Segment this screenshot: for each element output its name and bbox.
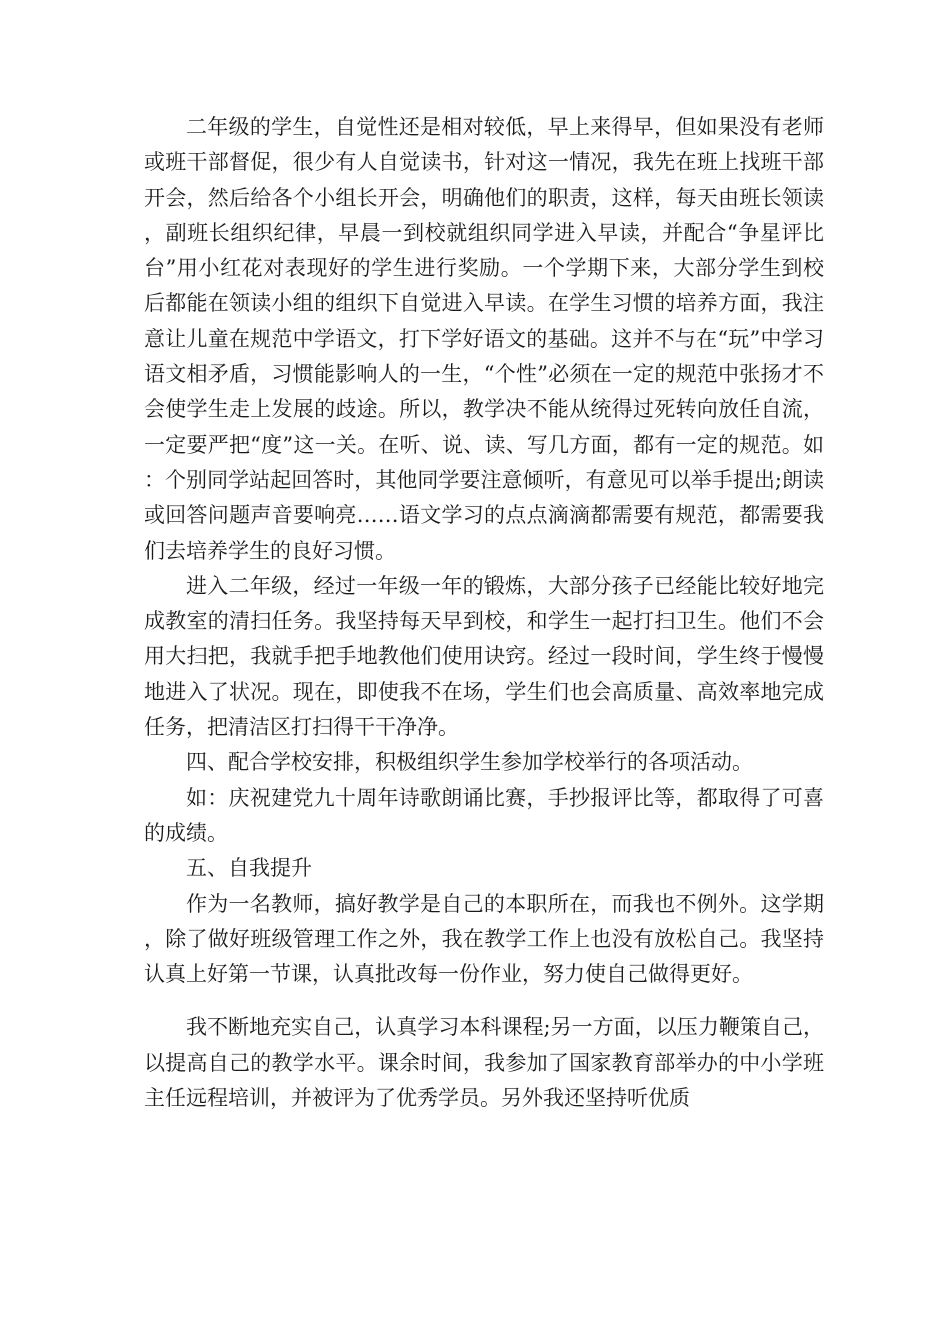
section-heading-self-improvement: 五、自我提升 [186, 856, 312, 881]
paragraph-self-study: 我不断地充实自己，认真学习本科课程;另一方面，以压力鞭策自己，以提高自己的教学水平。课余时间，我参加了国家教育部举办的中小学班主任远程培训，并被评为了优秀学员。另外我还坚持听优质 [144, 1015, 824, 1111]
paragraph-teaching-duty: 作为一名教师，搞好教学是自己的本职所在，而我也不例外。这学期，除了做好班级管理工作之外，我在教学工作上也没有放松自己。我坚持认真上好第一节课，认真批改每一份作业，努力使自己做得更好。 [144, 891, 824, 987]
section-heading-activities: 四、配合学校安排，积极组织学生参加学校举行的各项活动。 [186, 750, 753, 775]
paragraph-morning-reading: 二年级的学生，自觉性还是相对较低，早上来得早，但如果没有老师或班干部督促，很少有人自觉读书，针对这一情况，我先在班上找班干部开会，然后给各个小组长开会，明确他们的职责，这样，每天由班长领读，副班长组织纪律，早晨一到校就组织同学进入早读，并配合“争星评比台”用小红花对表现好的学生进行奖励。一个学期下来，大部分学生到校后都能在领读小组的组织下自觉进入早读。在学生习惯的培养方面，我注意让儿童在规范中学语文，打下学好语文的基础。这并不与在“玩”中学习语文相矛盾，习惯能影响人的一生，“个性”必须在一定的规范中张扬才不会使学生走上发展的歧途。所以，教学决不能从统得过死转向放任自流，一定要严把“度”这一关。在听、说、读、写几方面，都有一定的规范。如：个别同学站起回答时，其他同学要注意倾听，有意见可以举手提出;朗读或回答问题声音要响亮……语文学习的点点滴滴都需要有规范，都需要我们去培养学生的良好习惯。 [144, 115, 824, 563]
paragraph-cleaning: 进入二年级，经过一年级一年的锻炼，大部分孩子已经能比较好地完成教室的清扫任务。我坚持每天早到校，和学生一起打扫卫生。他们不会用大扫把，我就手把手地教他们使用诀窍。经过一段时间，学生终于慢慢地进入了状况。现在，即使我不在场，学生们也会高质量、高效率地完成任务，把清洁区打扫得干干净净。 [144, 573, 824, 740]
paragraph-activities: 如：庆祝建党九十周年诗歌朗诵比赛，手抄报评比等，都取得了可喜的成绩。 [144, 785, 824, 845]
document-page [144, 110, 824, 1116]
